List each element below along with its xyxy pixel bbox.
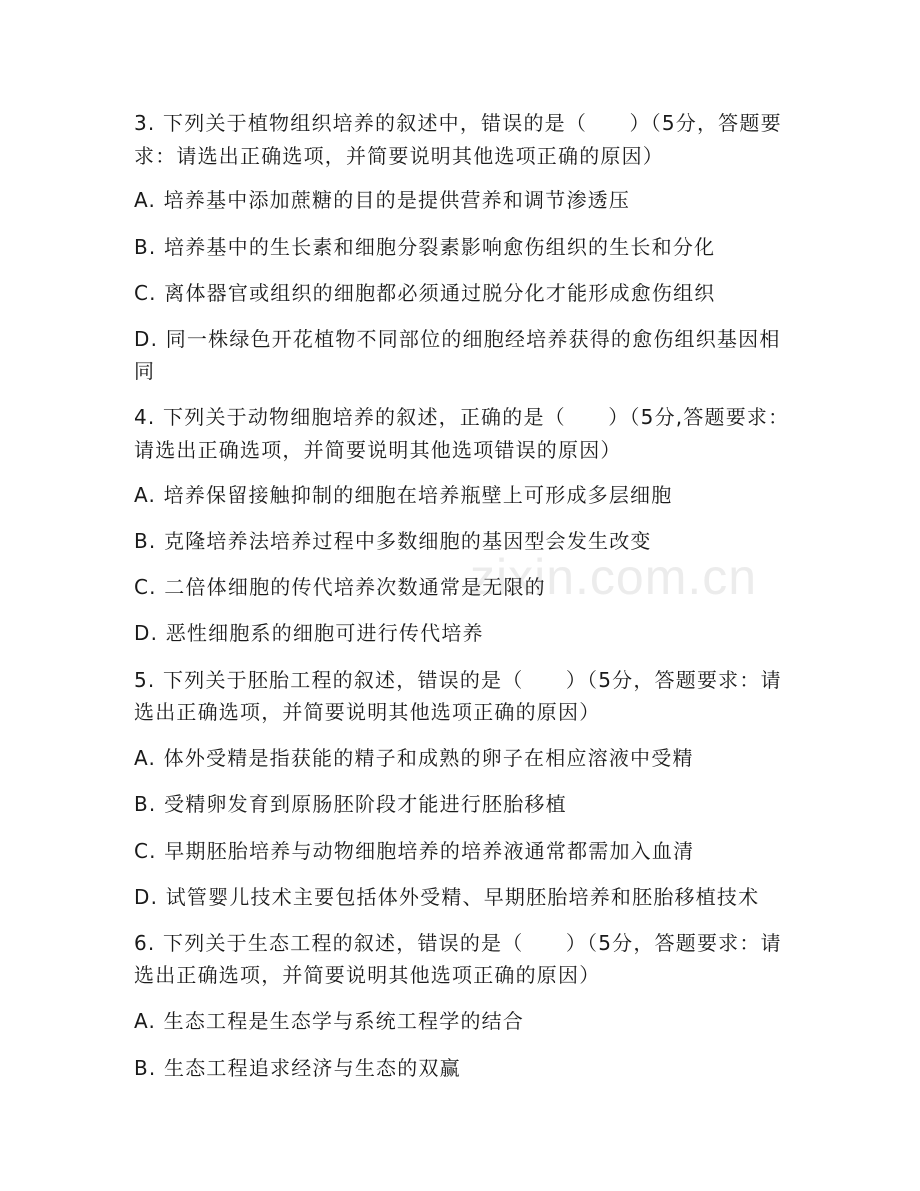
- question-5-option-b: B. 受精卵发育到原肠胚阶段才能进行胚胎移植: [134, 792, 567, 816]
- watermark: zixin.com.cn: [470, 549, 758, 605]
- question-5-option-a: A. 体外受精是指获能的精子和成熟的卵子在相应溶液中受精: [134, 746, 694, 770]
- question-3-stem-line-1: 3. 下列关于植物组织培养的叙述中，错误的是（ ）（5分，答题要: [134, 111, 782, 135]
- question-6-option-a: A. 生态工程是生态学与系统工程学的结合: [134, 1009, 525, 1033]
- question-5-option-c: C. 早期胚胎培养与动物细胞培养的培养液通常都需加入血清: [134, 839, 695, 863]
- question-3-stem-line-2: 求：请选出正确选项，并简要说明其他选项正确的原因）: [134, 144, 664, 168]
- question-3-option-d-continued: 同: [134, 359, 156, 383]
- question-4-option-d: D. 恶性细胞系的细胞可进行传代培养: [134, 621, 484, 645]
- question-6-stem-line-2: 选出正确选项，并简要说明其他选项正确的原因）: [134, 963, 601, 987]
- question-5-stem-line-1: 5. 下列关于胚胎工程的叙述，错误的是（ ）（5分，答题要求：请: [134, 668, 782, 692]
- question-6-stem-line-1: 6. 下列关于生态工程的叙述，错误的是（ ）（5分，答题要求：请: [134, 931, 782, 955]
- question-4-stem-line-1: 4. 下列关于动物细胞培养的叙述，正确的是（ ）（5分,答题要求：: [134, 405, 790, 429]
- question-4-option-a: A. 培养保留接触抑制的细胞在培养瓶壁上可形成多层细胞: [134, 483, 673, 507]
- question-3-option-b: B. 培养基中的生长素和细胞分裂素影响愈伤组织的生长和分化: [134, 235, 716, 259]
- question-3-option-a: A. 培养基中添加蔗糖的目的是提供营养和调节渗透压: [134, 188, 631, 212]
- question-4-option-c: C. 二倍体细胞的传代培养次数通常是无限的: [134, 575, 546, 599]
- question-4-stem-line-2: 请选出正确选项，并简要说明其他选项错误的原因）: [134, 438, 622, 462]
- question-6-option-b: B. 生态工程追求经济与生态的双赢: [134, 1056, 461, 1080]
- question-5-stem-line-2: 选出正确选项，并简要说明其他选项正确的原因）: [134, 700, 601, 724]
- question-5-option-d: D. 试管婴儿技术主要包括体外受精、早期胚胎培养和胚胎移植技术: [134, 885, 760, 909]
- question-4-option-b: B. 克隆培养法培养过程中多数细胞的基因型会发生改变: [134, 529, 652, 553]
- question-3-option-d: D. 同一株绿色开花植物不同部位的细胞经培养获得的愈伤组织基因相: [134, 327, 781, 351]
- question-3-option-c: C. 离体器官或组织的细胞都必须通过脱分化才能形成愈伤组织: [134, 281, 716, 305]
